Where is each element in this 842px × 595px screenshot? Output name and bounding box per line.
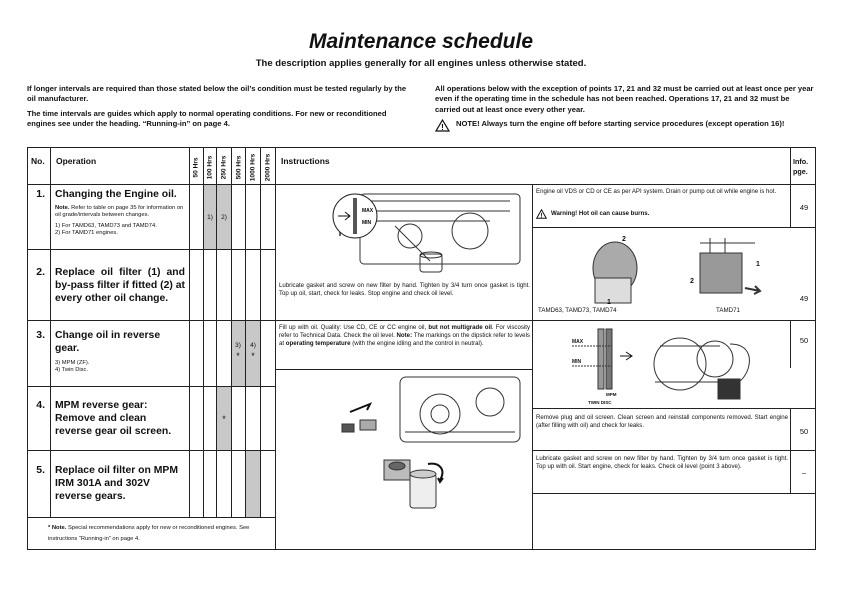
row-1-operation: Changing the Engine oil. bbox=[55, 189, 177, 200]
row-3-operation: Change oil in reverse gear. bbox=[55, 330, 161, 354]
row-1-note: Note. Refer to table on page 35 for information on oil grade/intervals between changes. 1) For TAMD63, TAMD73 and TAMD74. 2) For TAMD71 engines. bbox=[55, 205, 184, 237]
intro-left bbox=[27, 84, 407, 134]
footer-note: * Note. Special recommendations apply for new or reconditioned engines. See instructions “Running-in” on page 4. bbox=[48, 525, 250, 542]
header-operation: Operation bbox=[56, 156, 97, 166]
row-5-operation: Replace oil filter on MPM IRM 301A and 302V reverse gears. bbox=[55, 465, 178, 502]
svg-text:TWIN DISC: TWIN DISC bbox=[588, 400, 612, 405]
warning-triangle-icon bbox=[536, 209, 547, 219]
header-info-page: Info. pge. bbox=[793, 157, 809, 176]
warning-triangle-icon bbox=[435, 119, 450, 132]
row-5-info-page: – bbox=[801, 468, 807, 477]
intro-right bbox=[435, 84, 816, 132]
row-3-number: 3. bbox=[36, 329, 45, 341]
row-3-info-page: 50 bbox=[799, 336, 809, 345]
intro-warning bbox=[435, 119, 816, 132]
interval-cell-shaded bbox=[246, 451, 260, 517]
row-3-footnotes: 3) MPM (ZF). 4) Twin Disc. bbox=[55, 360, 90, 374]
svg-text:MAX: MAX bbox=[572, 339, 584, 345]
header-no: No. bbox=[31, 156, 45, 166]
header-interval-500: 500 Hrs bbox=[235, 155, 242, 179]
row-4-instruction: Remove plug and oil screen. Clean screen and reinstall components removed. Start engine (after filling with oil) and check for leaks. bbox=[536, 414, 788, 429]
svg-text:1: 1 bbox=[756, 261, 760, 268]
header-interval-2000: 2000 Hrs bbox=[264, 153, 271, 181]
row-4-info-page: 50 bbox=[799, 427, 809, 436]
page-title: Maintenance schedule bbox=[308, 30, 534, 53]
intro-left-p2: The time intervals are guides which apply to normal operating conditions. For new or reconditioned engines see under the heading. “Running-in” on page 4. bbox=[27, 108, 387, 129]
header-instructions: Instructions bbox=[281, 156, 330, 166]
row-3-star-1000: * bbox=[251, 351, 255, 361]
svg-text:!: ! bbox=[540, 212, 543, 219]
header-interval-100: 100 Hrs bbox=[206, 155, 213, 179]
row-2-number: 2. bbox=[36, 266, 45, 278]
intro-right-p1: All operations below with the exception of points 17, 21 and 32 must be carried out at least once per year even if the operating time in the schedule has not been reached. Operations 17, 21 and 32 must be carried out at least once every other year. bbox=[435, 84, 814, 114]
svg-text:MPM: MPM bbox=[606, 392, 617, 397]
oil-filter-illustration bbox=[560, 228, 780, 308]
row-1-info-page: 49 bbox=[799, 203, 809, 212]
reverse-gear-filter-illustration bbox=[380, 456, 460, 518]
row-5-number: 5. bbox=[36, 464, 45, 476]
reverse-gear-dipstick-illustration bbox=[560, 324, 785, 406]
intro-left-p1: If longer intervals are required than those stated below the oil’s condition must be tested regularly by the oil manufacturer. bbox=[27, 84, 407, 104]
row-1-warning: ! Warning! Hot oil can cause burns. bbox=[536, 209, 788, 219]
svg-text:MIN: MIN bbox=[572, 359, 582, 365]
row-2-caption-1: TAMD63, TAMD73, TAMD74 bbox=[538, 307, 617, 314]
header-interval-50: 50 Hrs bbox=[193, 156, 201, 178]
row-1-mark-100: 1) bbox=[207, 214, 213, 221]
svg-text:1: 1 bbox=[607, 299, 611, 306]
engine-oil-drain-illustration bbox=[300, 186, 530, 281]
row-4-operation: MPM reverse gear: Remove and clean reverse gear oil screen. bbox=[55, 400, 172, 437]
row-2-caption-2: TAMD71 bbox=[716, 307, 740, 314]
row-2-operation: Replace oil filter (1) and by-pass filter if fitted (2) at every other oil change. bbox=[55, 267, 185, 304]
page-subtitle: The description applies generally for all engines unless otherwise stated. bbox=[255, 58, 587, 69]
row-1-number: 1. bbox=[36, 188, 45, 200]
intro-warning-text: NOTE! Always turn the engine off before starting service procedures (except operation 16)! bbox=[456, 119, 785, 129]
svg-text:MAX: MAX bbox=[362, 208, 374, 214]
svg-text:2: 2 bbox=[690, 278, 694, 285]
svg-text:!: ! bbox=[441, 123, 444, 133]
row-4-star-250: * bbox=[222, 414, 226, 424]
row-4-number: 4. bbox=[36, 399, 45, 411]
reverse-gear-screen-illustration bbox=[330, 372, 530, 450]
row-1-instruction: Engine oil VDS or CD or CE as per API system. Drain or pump out oil while engine is hot. bbox=[536, 188, 777, 195]
row-2-instruction: Lubricate gasket and screw on new filter by hand. Tighten by 3/4 turn once gasket is tight. Top up oil, start, check for leaks. Stop engine and check oil level. bbox=[279, 282, 530, 297]
svg-text:MIN: MIN bbox=[362, 220, 372, 226]
header-interval-1000: 1000 Hrs bbox=[249, 153, 256, 181]
row-3-instruction: Fill up with oil. Quality: Use CD, CE or CC engine oil, but not multigrade oil. For viscosity refer to Technical Data. Check the oil level. Note: The markings on the dipstick refer to levels at operating temperature (with the engine idling and the control in neutral). bbox=[279, 324, 530, 347]
row-5-instruction: Lubricate gasket and screw on new filter by hand. Tighten by 3/4 turn once gasket is tight. Top up with oil. Start engine, check for leaks. Check oil level (point 3 above). bbox=[536, 455, 788, 470]
row-3-mark-1000: 4) bbox=[250, 342, 256, 349]
row-3-mark-500: 3) bbox=[235, 342, 241, 349]
header-interval-250: 250 Hrs bbox=[220, 155, 227, 179]
row-1-mark-250: 2) bbox=[221, 214, 227, 221]
row-3-star-500: * bbox=[236, 351, 240, 361]
row-2-info-page: 49 bbox=[799, 294, 809, 303]
svg-text:2: 2 bbox=[622, 236, 626, 243]
